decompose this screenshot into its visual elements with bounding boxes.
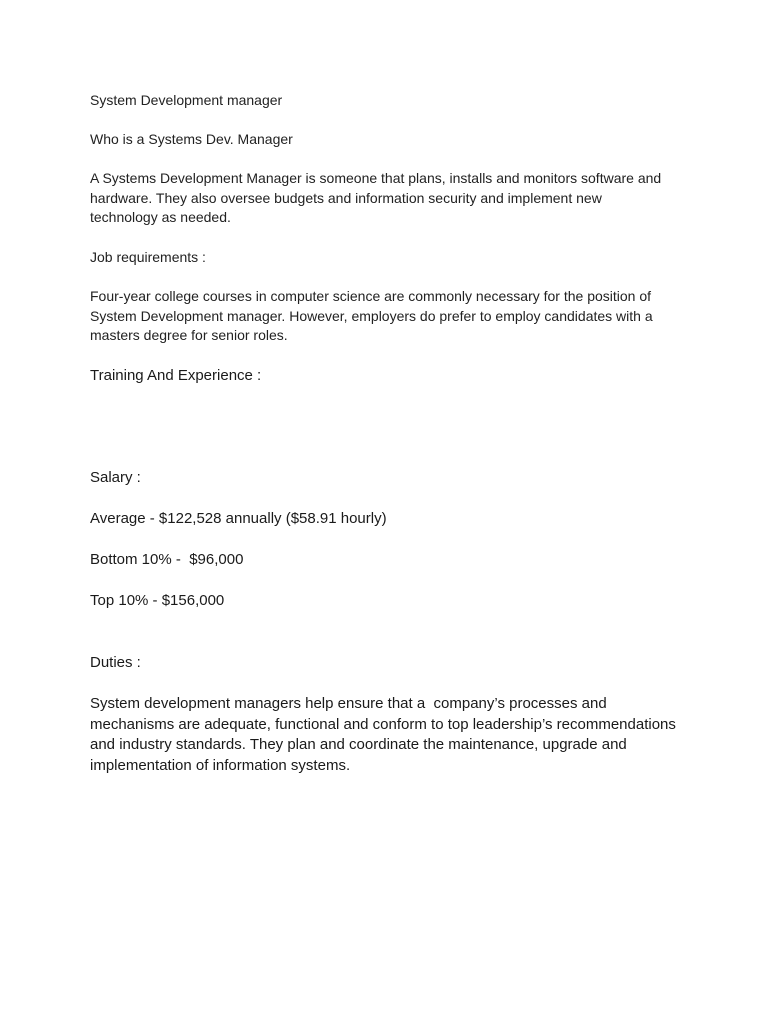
requirements-paragraph: Four-year college courses in computer science are commonly necessary for the position of System Development manager. However, employers do prefer to employ candidates with a masters degree for senior roles.	[90, 288, 657, 343]
salary-heading: Salary :	[90, 469, 141, 486]
intro-heading: Who is a Systems Dev. Manager	[90, 131, 293, 147]
duties-heading: Duties :	[90, 654, 141, 671]
training-heading: Training And Experience :	[90, 367, 262, 384]
intro-paragraph: A Systems Development Manager is someone that plans, installs and monitors software and hardware. They also oversee budgets and information security and implement new technology as needed.	[90, 170, 666, 225]
salary-bottom: Bottom 10% - $96,000	[90, 551, 244, 568]
document-title: System Development manager	[90, 92, 283, 108]
duties-paragraph: System development managers help ensure that a company’s processes and mechanisms are adequate, functional and conform to top leadership’s recommendations and industry standards. They plan and coordinate the maintenance, upgrade and implementation of information systems.	[90, 695, 681, 774]
salary-top: Top 10% - $156,000	[90, 592, 225, 609]
requirements-heading: Job requirements :	[90, 249, 206, 265]
salary-average: Average - $122,528 annually ($58.91 hourly)	[90, 510, 387, 527]
